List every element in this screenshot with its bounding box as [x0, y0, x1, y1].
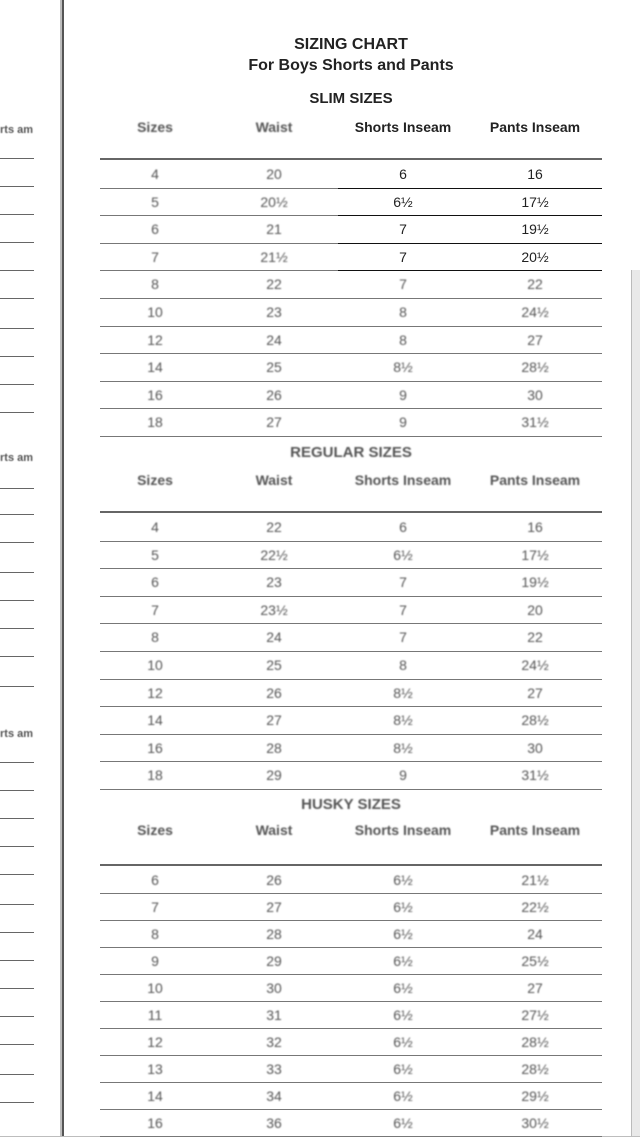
cell-shorts: 6½: [393, 546, 413, 563]
strip-rule: [0, 328, 34, 329]
cell-pants: 31½: [521, 767, 549, 784]
cell-pants: 27: [527, 331, 543, 348]
cell-size: 5: [151, 193, 159, 210]
cell-size: 9: [151, 953, 159, 969]
cell-waist: 29: [266, 767, 282, 784]
cell-shorts: 6½: [393, 1115, 413, 1131]
cell-shorts: 6½: [393, 899, 413, 915]
cell-pants: 31½: [521, 414, 549, 431]
cell-waist: 22½: [260, 546, 288, 563]
strip-rule: [0, 790, 34, 791]
table-row: [100, 623, 602, 650]
cell-shorts: 7: [399, 276, 407, 293]
cell-size: 7: [151, 248, 159, 265]
cell-size: 7: [151, 899, 159, 915]
section-title-slim: SLIM SIZES: [309, 90, 393, 107]
cell-shorts: 8½: [393, 739, 413, 756]
cell-shorts: 6½: [393, 1088, 413, 1104]
adjacent-page-strip: [0, 0, 60, 1136]
cell-waist: 22: [266, 276, 282, 293]
strip-rule: [0, 572, 34, 573]
cell-shorts: 8½: [393, 359, 413, 376]
row-divider: [100, 436, 602, 437]
cell-size: 14: [147, 359, 163, 376]
cell-waist: 21: [266, 221, 282, 238]
table-row: [100, 243, 602, 270]
cell-waist: 29: [266, 953, 282, 969]
cell-size: 6: [151, 574, 159, 591]
cell-waist: 21½: [260, 248, 288, 265]
cell-pants: 19½: [521, 574, 549, 591]
cell-waist: 26: [266, 872, 282, 888]
table-row: [100, 298, 602, 325]
cell-waist: 28: [266, 926, 282, 942]
cell-pants: 19½: [521, 221, 549, 238]
cell-shorts: 6½: [393, 1034, 413, 1050]
cell-pants: 27: [527, 684, 543, 701]
cell-waist: 27: [266, 899, 282, 915]
cell-pants: 28½: [521, 1034, 549, 1050]
cell-size: 16: [147, 1115, 163, 1131]
table-row: [100, 920, 602, 947]
cell-waist: 23½: [260, 601, 288, 618]
strip-rule: [0, 628, 34, 629]
header-shorts: Shorts Inseam: [354, 119, 452, 135]
cell-waist: 30: [266, 980, 282, 996]
cell-pants: 22: [527, 276, 543, 293]
scrollbar[interactable]: [631, 270, 640, 1136]
cell-shorts: 6: [399, 166, 407, 182]
cell-size: 6: [151, 872, 159, 888]
cell-shorts: 8: [399, 657, 407, 673]
cell-shorts: 6½: [393, 980, 413, 996]
strip-rule: [0, 488, 34, 489]
table-row: [100, 1028, 602, 1055]
strip-rule: [0, 656, 34, 657]
strip-rule: [0, 270, 34, 271]
cell-size: 8: [151, 629, 159, 646]
table-row: [100, 761, 602, 788]
cell-waist: 24: [266, 331, 282, 348]
cell-shorts: 6½: [393, 193, 413, 210]
table-row: [100, 353, 602, 380]
table-row: [100, 866, 602, 893]
strip-rule: [0, 356, 34, 357]
table-row: [100, 270, 602, 297]
cell-shorts: 7: [399, 221, 407, 238]
cell-waist: 22: [266, 519, 282, 535]
table-row: [100, 1001, 602, 1028]
cell-size: 6: [151, 221, 159, 238]
cell-size: 8: [151, 276, 159, 293]
cell-pants: 28½: [521, 359, 549, 376]
cell-shorts: 6½: [393, 926, 413, 942]
strip-rule: [0, 874, 34, 875]
strip-rule: [0, 904, 34, 905]
cell-pants: 24: [527, 926, 543, 942]
strip-rule: [0, 1016, 34, 1017]
table-row: [100, 734, 602, 761]
cell-size: 16: [147, 386, 163, 403]
table-row: [100, 1109, 602, 1136]
strip-rule: [0, 686, 34, 687]
strip-rule: [0, 600, 34, 601]
strip-rule: [0, 514, 34, 515]
table-row: [100, 541, 602, 568]
strip-rule: [0, 298, 34, 299]
strip-rule: [0, 988, 34, 989]
header-pants: Pants Inseam: [489, 472, 581, 488]
table-row: [100, 679, 602, 706]
header-pants: Pants Inseam: [489, 822, 581, 838]
cell-pants: 27½: [521, 1007, 549, 1023]
page-title: SIZING CHART: [294, 36, 408, 53]
header-sizes: Sizes: [137, 119, 173, 135]
cell-size: 14: [147, 712, 163, 729]
cell-size: 16: [147, 739, 163, 756]
cell-size: 10: [147, 304, 163, 320]
cell-shorts: 6½: [393, 1007, 413, 1023]
strip-header: rts am: [0, 728, 34, 740]
cell-size: 12: [147, 684, 163, 701]
table-row: [100, 188, 602, 215]
cell-pants: 24½: [521, 657, 549, 673]
cell-pants: 22: [527, 629, 543, 646]
cell-shorts: 9: [399, 386, 407, 403]
cell-waist: 26: [266, 386, 282, 403]
cell-pants: 20: [527, 601, 543, 618]
cell-shorts: 6: [399, 519, 407, 535]
table-row: [100, 513, 602, 540]
cell-waist: 32: [266, 1034, 282, 1050]
cell-waist: 23: [266, 574, 282, 591]
cell-size: 18: [147, 767, 163, 784]
strip-rule: [0, 960, 34, 961]
cell-shorts: 9: [399, 414, 407, 431]
cell-size: 13: [147, 1061, 163, 1077]
cell-shorts: 8½: [393, 684, 413, 701]
cell-size: 4: [151, 166, 159, 182]
table-row: [100, 893, 602, 920]
cell-shorts: 7: [399, 574, 407, 591]
table-row: [100, 326, 602, 353]
cell-pants: 29½: [521, 1088, 549, 1104]
cell-size: 5: [151, 546, 159, 563]
cell-shorts: 8: [399, 331, 407, 348]
cell-shorts: 8: [399, 304, 407, 320]
cell-waist: 20½: [260, 193, 288, 210]
cell-size: 11: [147, 1007, 163, 1023]
table-row: [100, 160, 602, 187]
cell-pants: 21½: [521, 872, 549, 888]
cell-size: 14: [147, 1088, 163, 1104]
cell-pants: 30: [527, 386, 543, 403]
cell-waist: 34: [266, 1088, 282, 1104]
cell-size: 10: [147, 657, 163, 673]
header-shorts: Shorts Inseam: [354, 472, 452, 488]
page-subtitle: For Boys Shorts and Pants: [248, 57, 454, 74]
strip-header: rts am: [0, 452, 34, 464]
table-row: [100, 596, 602, 623]
section-title-husky: HUSKY SIZES: [301, 796, 401, 813]
cell-waist: 20: [266, 166, 282, 182]
cell-shorts: 6½: [393, 953, 413, 969]
strip-rule: [0, 932, 34, 933]
cell-pants: 16: [527, 166, 543, 182]
cell-shorts: 7: [399, 248, 407, 265]
header-pants: Pants Inseam: [489, 119, 581, 135]
cell-shorts: 7: [399, 629, 407, 646]
table-row: [100, 947, 602, 974]
cell-shorts: 6½: [393, 872, 413, 888]
cell-waist: 24: [266, 629, 282, 646]
header-shorts: Shorts Inseam: [354, 822, 452, 838]
table-row: [100, 568, 602, 595]
cell-waist: 27: [266, 414, 282, 431]
strip-rule: [0, 762, 34, 763]
cell-pants: 24½: [521, 304, 549, 320]
table-row: [100, 1055, 602, 1082]
table-row: [100, 651, 602, 678]
cell-size: 8: [151, 926, 159, 942]
cell-size: 18: [147, 414, 163, 431]
cell-pants: 17½: [521, 193, 549, 210]
cell-pants: 25½: [521, 953, 549, 969]
cell-size: 4: [151, 519, 159, 535]
strip-rule: [0, 412, 34, 413]
cell-shorts: 6½: [393, 1061, 413, 1077]
cell-pants: 20½: [521, 248, 549, 265]
strip-rule: [0, 1102, 34, 1103]
strip-rule: [0, 542, 34, 543]
cell-waist: 26: [266, 684, 282, 701]
header-waist: Waist: [255, 472, 293, 488]
strip-rule: [0, 1044, 34, 1045]
strip-rule: [0, 1074, 34, 1075]
strip-rule: [0, 186, 34, 187]
table-row: [100, 408, 602, 435]
cell-pants: 28½: [521, 1061, 549, 1077]
cell-pants: 17½: [521, 546, 549, 563]
cell-waist: 33: [266, 1061, 282, 1077]
table-row: [100, 1082, 602, 1109]
header-sizes: Sizes: [137, 822, 173, 838]
strip-rule: [0, 846, 34, 847]
table-row: [100, 381, 602, 408]
table-row: [100, 215, 602, 242]
strip-header: rts am: [0, 124, 34, 136]
cell-pants: 22½: [521, 899, 549, 915]
cell-waist: 25: [266, 359, 282, 376]
strip-rule: [0, 818, 34, 819]
strip-rule: [0, 242, 34, 243]
cell-size: 7: [151, 601, 159, 618]
table-row: [100, 706, 602, 733]
cell-pants: 30: [527, 739, 543, 756]
cell-waist: 27: [266, 712, 282, 729]
header-waist: Waist: [255, 822, 293, 838]
header-sizes: Sizes: [137, 472, 173, 488]
cell-waist: 25: [266, 657, 282, 673]
cell-shorts: 9: [399, 767, 407, 784]
row-divider: [100, 789, 602, 790]
cell-pants: 30½: [521, 1115, 549, 1131]
cell-pants: 16: [527, 519, 543, 535]
strip-rule: [0, 158, 34, 159]
cell-pants: 28½: [521, 712, 549, 729]
cell-waist: 31: [266, 1007, 282, 1023]
cell-waist: 23: [266, 304, 282, 320]
section-title-regular: REGULAR SIZES: [290, 444, 412, 461]
cell-waist: 36: [266, 1115, 282, 1131]
cell-shorts: 7: [399, 601, 407, 618]
table-row: [100, 974, 602, 1001]
cell-pants: 27: [527, 980, 543, 996]
header-waist: Waist: [255, 119, 293, 135]
strip-rule: [0, 384, 34, 385]
cell-size: 12: [147, 331, 163, 348]
cell-waist: 28: [266, 739, 282, 756]
cell-size: 12: [147, 1034, 163, 1050]
cell-shorts: 8½: [393, 712, 413, 729]
cell-size: 10: [147, 980, 163, 996]
strip-rule: [0, 214, 34, 215]
